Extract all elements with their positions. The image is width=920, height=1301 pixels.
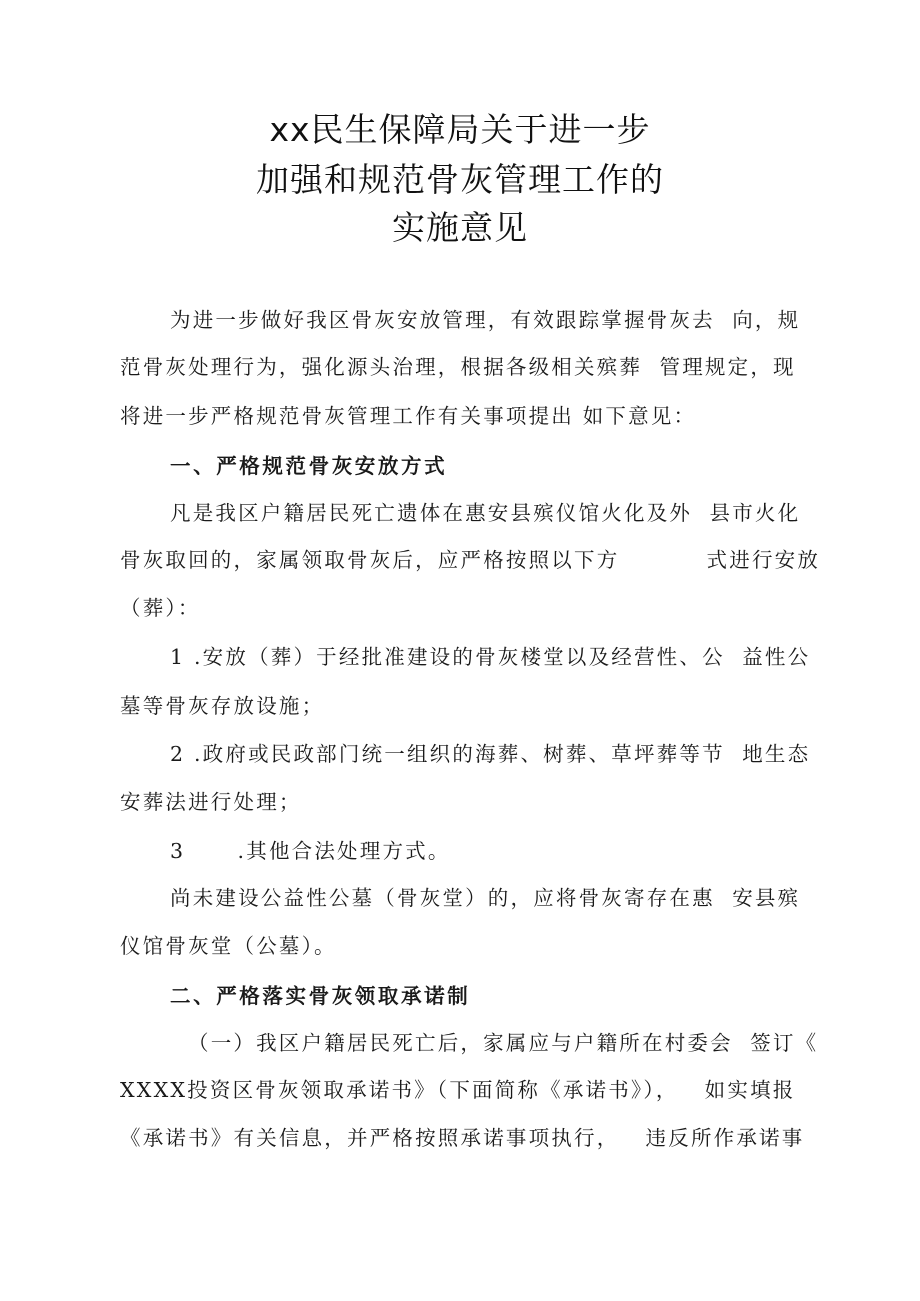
list-item-1: 1 .安放（葬）于经批准建设的骨灰楼堂以及经营性、公 益性公 <box>170 645 811 669</box>
paragraph-line: 凡是我区户籍居民死亡遗体在惠安县殡仪馆火化及外 县市火化 <box>170 501 801 525</box>
paragraph-line: 骨灰取回的，家属领取骨灰后，应严格按照以下方 式进行安放 <box>120 548 821 572</box>
document-title-line-2: 加强和规范骨灰管理工作的 <box>256 160 664 199</box>
paragraph-line: 墓等骨灰存放设施； <box>120 694 325 718</box>
section-heading-2: 二、严格落实骨灰领取承诺制 <box>170 984 471 1008</box>
section-heading-1: 一、严格规范骨灰安放方式 <box>170 454 448 478</box>
document-title-line-1: xx民生保障局关于进一步 <box>269 110 651 149</box>
paragraph-line: 安葬法进行处理； <box>120 790 302 814</box>
paragraph-line: （葬）： <box>120 596 201 620</box>
list-item-2: 2 .政府或民政部门统一组织的海葬、树葬、草坪葬等节 地生态 <box>170 742 811 766</box>
paragraph-line: 将进一步严格规范骨灰管理工作有关事项提出 如下意见： <box>120 404 697 428</box>
document-title-line-3: 实施意见 <box>392 208 528 247</box>
paragraph-line: 《承诺书》有关信息，并严格按照承诺事项执行， 违反所作承诺事 <box>120 1126 805 1150</box>
paragraph-line: 为进一步做好我区骨灰安放管理，有效跟踪掌握骨灰去 向，规 <box>170 308 801 332</box>
paragraph-line: 仪馆骨灰堂（公墓）。 <box>120 934 337 958</box>
paragraph-line: XXXX投资区骨灰领取承诺书》（下面简称《承诺书》）， 如实填报 <box>120 1078 796 1102</box>
paragraph-line: 范骨灰处理行为，强化源头治理，根据各级相关殡葬 管理规定，现 <box>120 355 796 379</box>
paragraph-line: 尚未建设公益性公墓（骨灰堂）的，应将骨灰寄存在惠 安县殡 <box>170 886 801 910</box>
paragraph-line: （一）我区户籍居民死亡后，家属应与户籍所在村委会 签订《 <box>188 1031 819 1055</box>
list-item-3: 3 .其他合法处理方式。 <box>170 839 451 863</box>
